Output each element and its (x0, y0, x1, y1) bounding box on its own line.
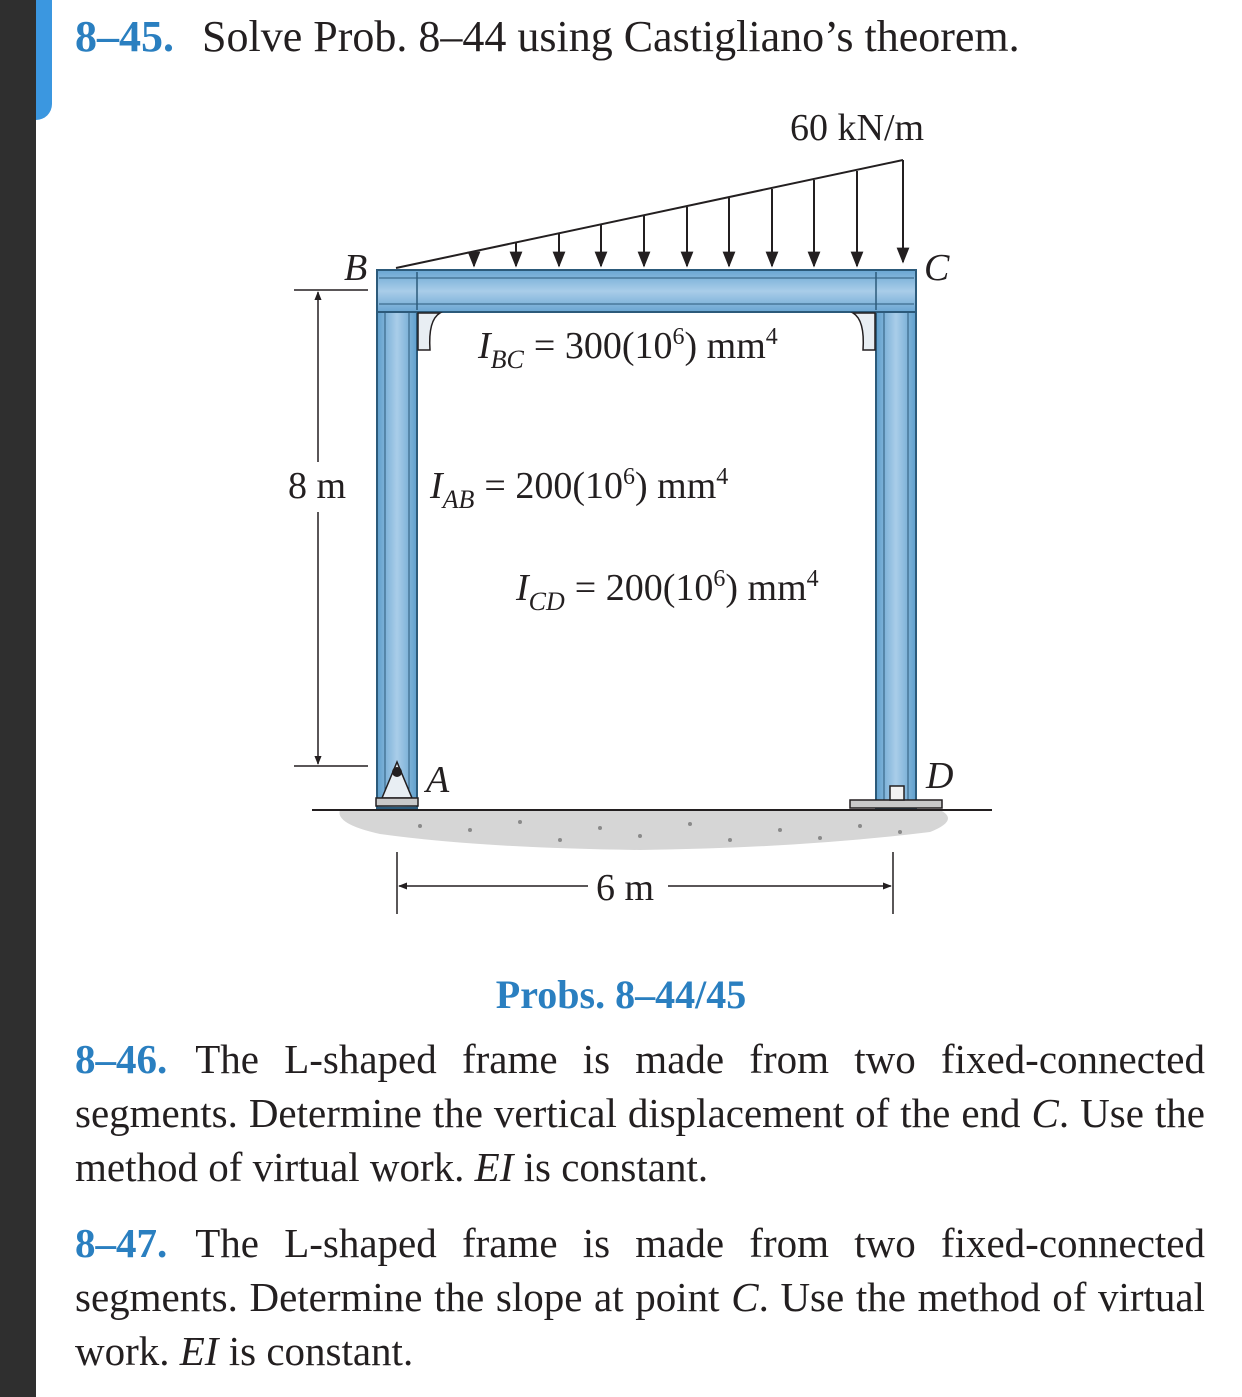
height-dimension (294, 290, 368, 766)
width-dimension-label: 6 m (596, 867, 655, 909)
column-cd (876, 270, 916, 808)
load-label: 60 kN/m (790, 107, 925, 149)
problem-847-ei: EI (179, 1328, 219, 1374)
point-d-label: D (926, 755, 954, 797)
problem-846-text-3: is constant. (513, 1144, 709, 1190)
problem-845-text: Solve Prob. 8–44 using Castigliano’s theorem. (202, 12, 1020, 61)
height-dimension-label: 8 m (288, 465, 347, 507)
problem-846 (75, 1032, 1205, 1194)
point-c-label: C (924, 247, 950, 289)
point-a-label: A (426, 759, 450, 801)
problem-846-ei: EI (474, 1144, 514, 1190)
distributed-load (396, 160, 903, 268)
ground (312, 810, 992, 850)
i-ab-label: $I_{AB} = 200(10^6)$ $mm^4$ (430, 464, 729, 514)
point-b-label: B (344, 247, 368, 289)
column-ab (377, 270, 417, 808)
problem-847-point: C (731, 1274, 759, 1320)
problem-847 (75, 1216, 1205, 1378)
problem-846-number: 8–46. (75, 1036, 168, 1082)
problem-846-text-1: The L-shaped frame is made from two fixed-connected segments. Determine the vertical displacement of the end (75, 1036, 1205, 1136)
i-cd-label: $I_{CD} = 200(10^6)$ $mm^4$ (516, 566, 819, 616)
problem-846-point: C (1031, 1090, 1059, 1136)
i-bc-label: $I_{BC} = 300(10^6)$ $mm^4$ (478, 324, 778, 374)
problem-847-text-3: is constant. (218, 1328, 414, 1374)
problem-847-text-2: . Use the method of virtual work. (75, 1274, 1206, 1374)
beam-bc (377, 270, 916, 312)
problem-847-number: 8–47. (75, 1220, 168, 1266)
problem-846-text-2: . Use the method of virtual work. (75, 1090, 1205, 1190)
problem-845-number: 8–45. (75, 12, 174, 61)
figure-caption: Probs. 8–44/45 (495, 972, 747, 1017)
problem-847-text-1: The L-shaped frame is made from two fixed-connected segments. Determine the slope at point (75, 1220, 1205, 1320)
